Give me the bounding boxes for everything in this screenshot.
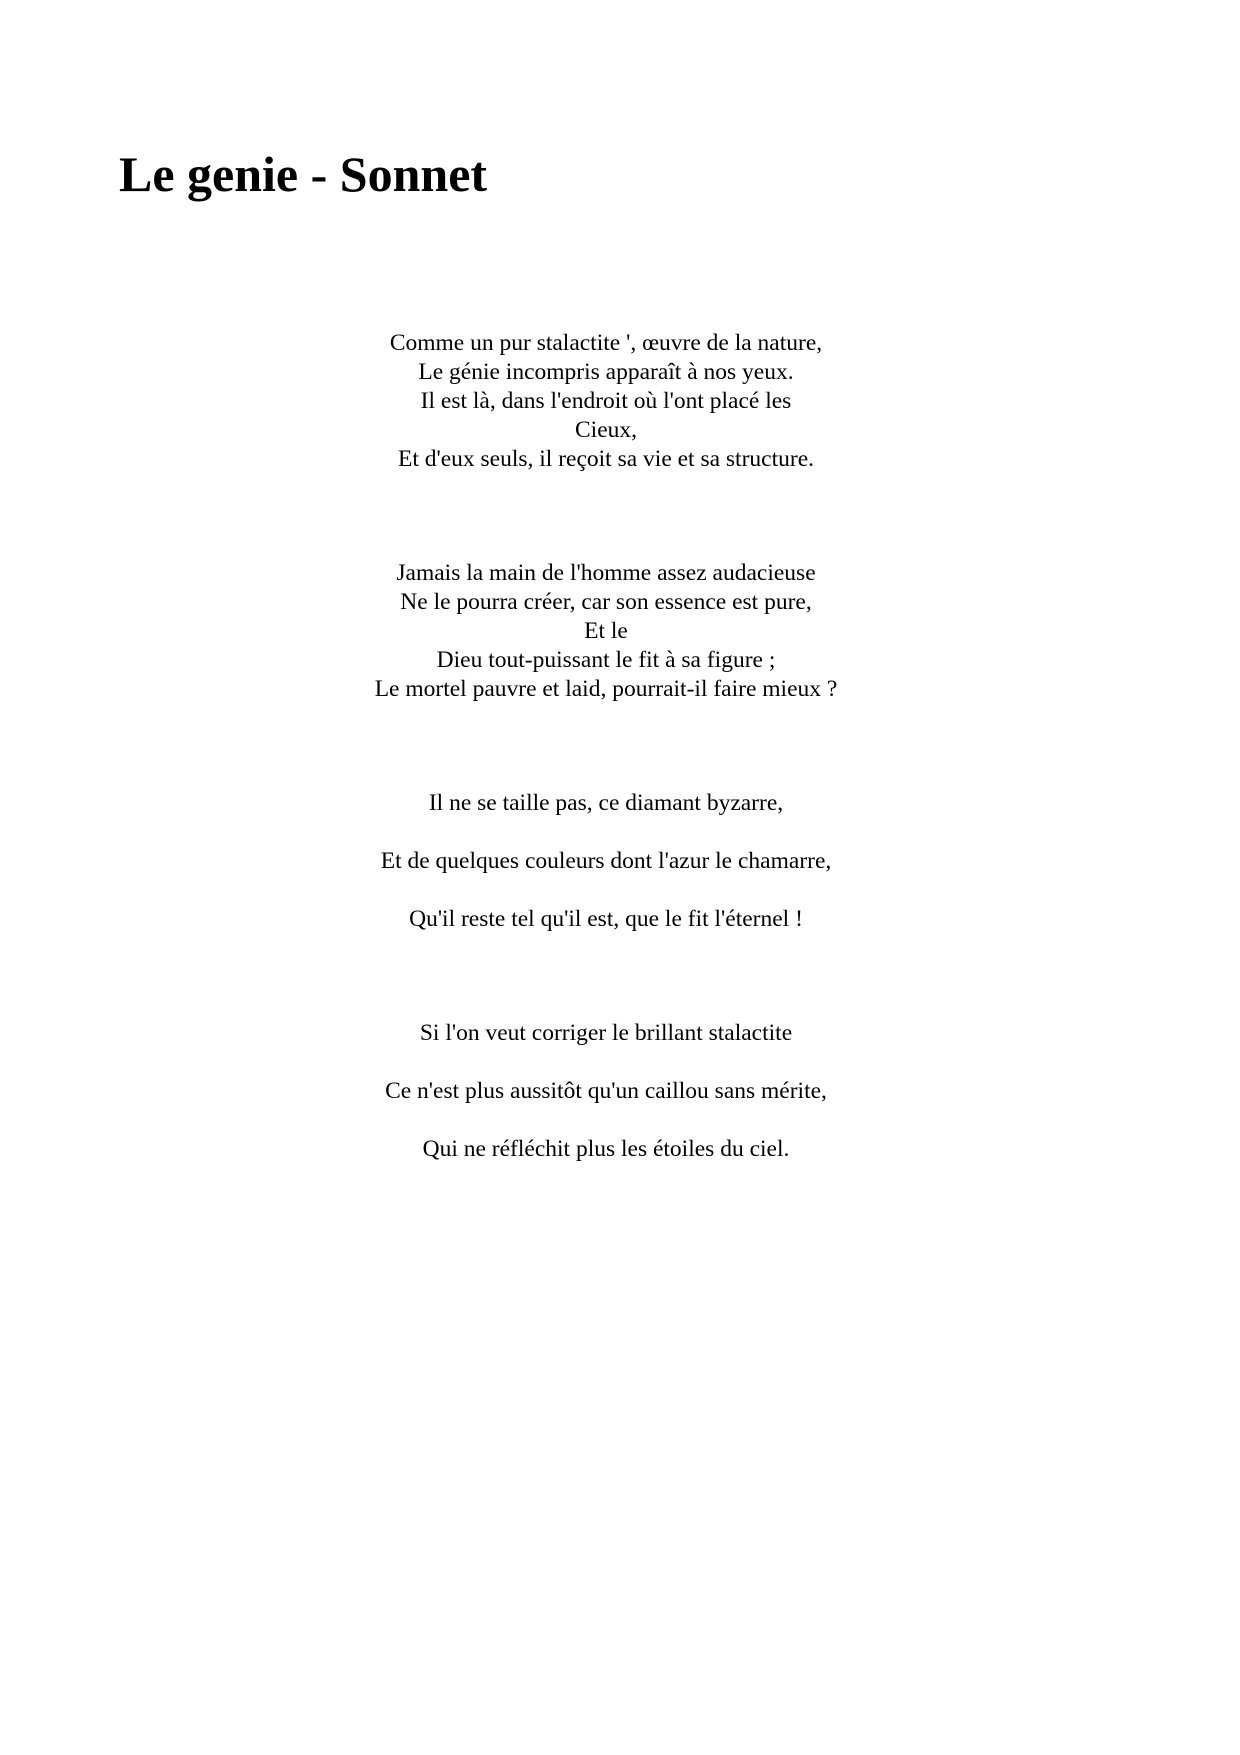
poem-line: Si l'on veut corriger le brillant stalactite	[419, 1020, 793, 1046]
stanza-2	[300, 559, 912, 704]
poem-line: Le génie incompris apparaît à nos yeux.	[418, 359, 794, 385]
page-title: Le genie - Sonnet	[119, 146, 488, 202]
poem-line: Comme un pur stalactite ', œuvre de la nature,	[389, 330, 823, 356]
poem-line: Et d'eux seuls, il reçoit sa vie et sa structure.	[397, 446, 814, 472]
poem-line: Il est là, dans l'endroit où l'ont placé les	[420, 388, 792, 414]
poem-line: Et le	[584, 618, 628, 644]
stanza-3	[300, 789, 912, 963]
poem-line: Jamais la main de l'homme assez audacieuse	[396, 560, 816, 586]
poem-line: Qui ne réfléchit plus les étoiles du ciel.	[422, 1136, 790, 1162]
stanza-1	[300, 329, 912, 474]
poem-line: Ce n'est plus aussitôt qu'un caillou sans mérite,	[385, 1078, 827, 1104]
poem-line: Cieux,	[574, 417, 637, 443]
poem-line: Le mortel pauvre et laid, pourrait-il faire mieux ?	[374, 676, 838, 702]
poem-line: Et de quelques couleurs dont l'azur le chamarre,	[380, 848, 832, 874]
poem-line: Qu'il reste tel qu'il est, que le fit l'éternel !	[409, 906, 803, 932]
poem-line: Dieu tout-puissant le fit à sa figure ;	[436, 647, 776, 673]
poem-line: Ne le pourra créer, car son essence est pure,	[400, 589, 812, 615]
poem-line: Il ne se taille pas, ce diamant byzarre,	[428, 790, 784, 816]
stanza-4	[300, 1019, 912, 1193]
